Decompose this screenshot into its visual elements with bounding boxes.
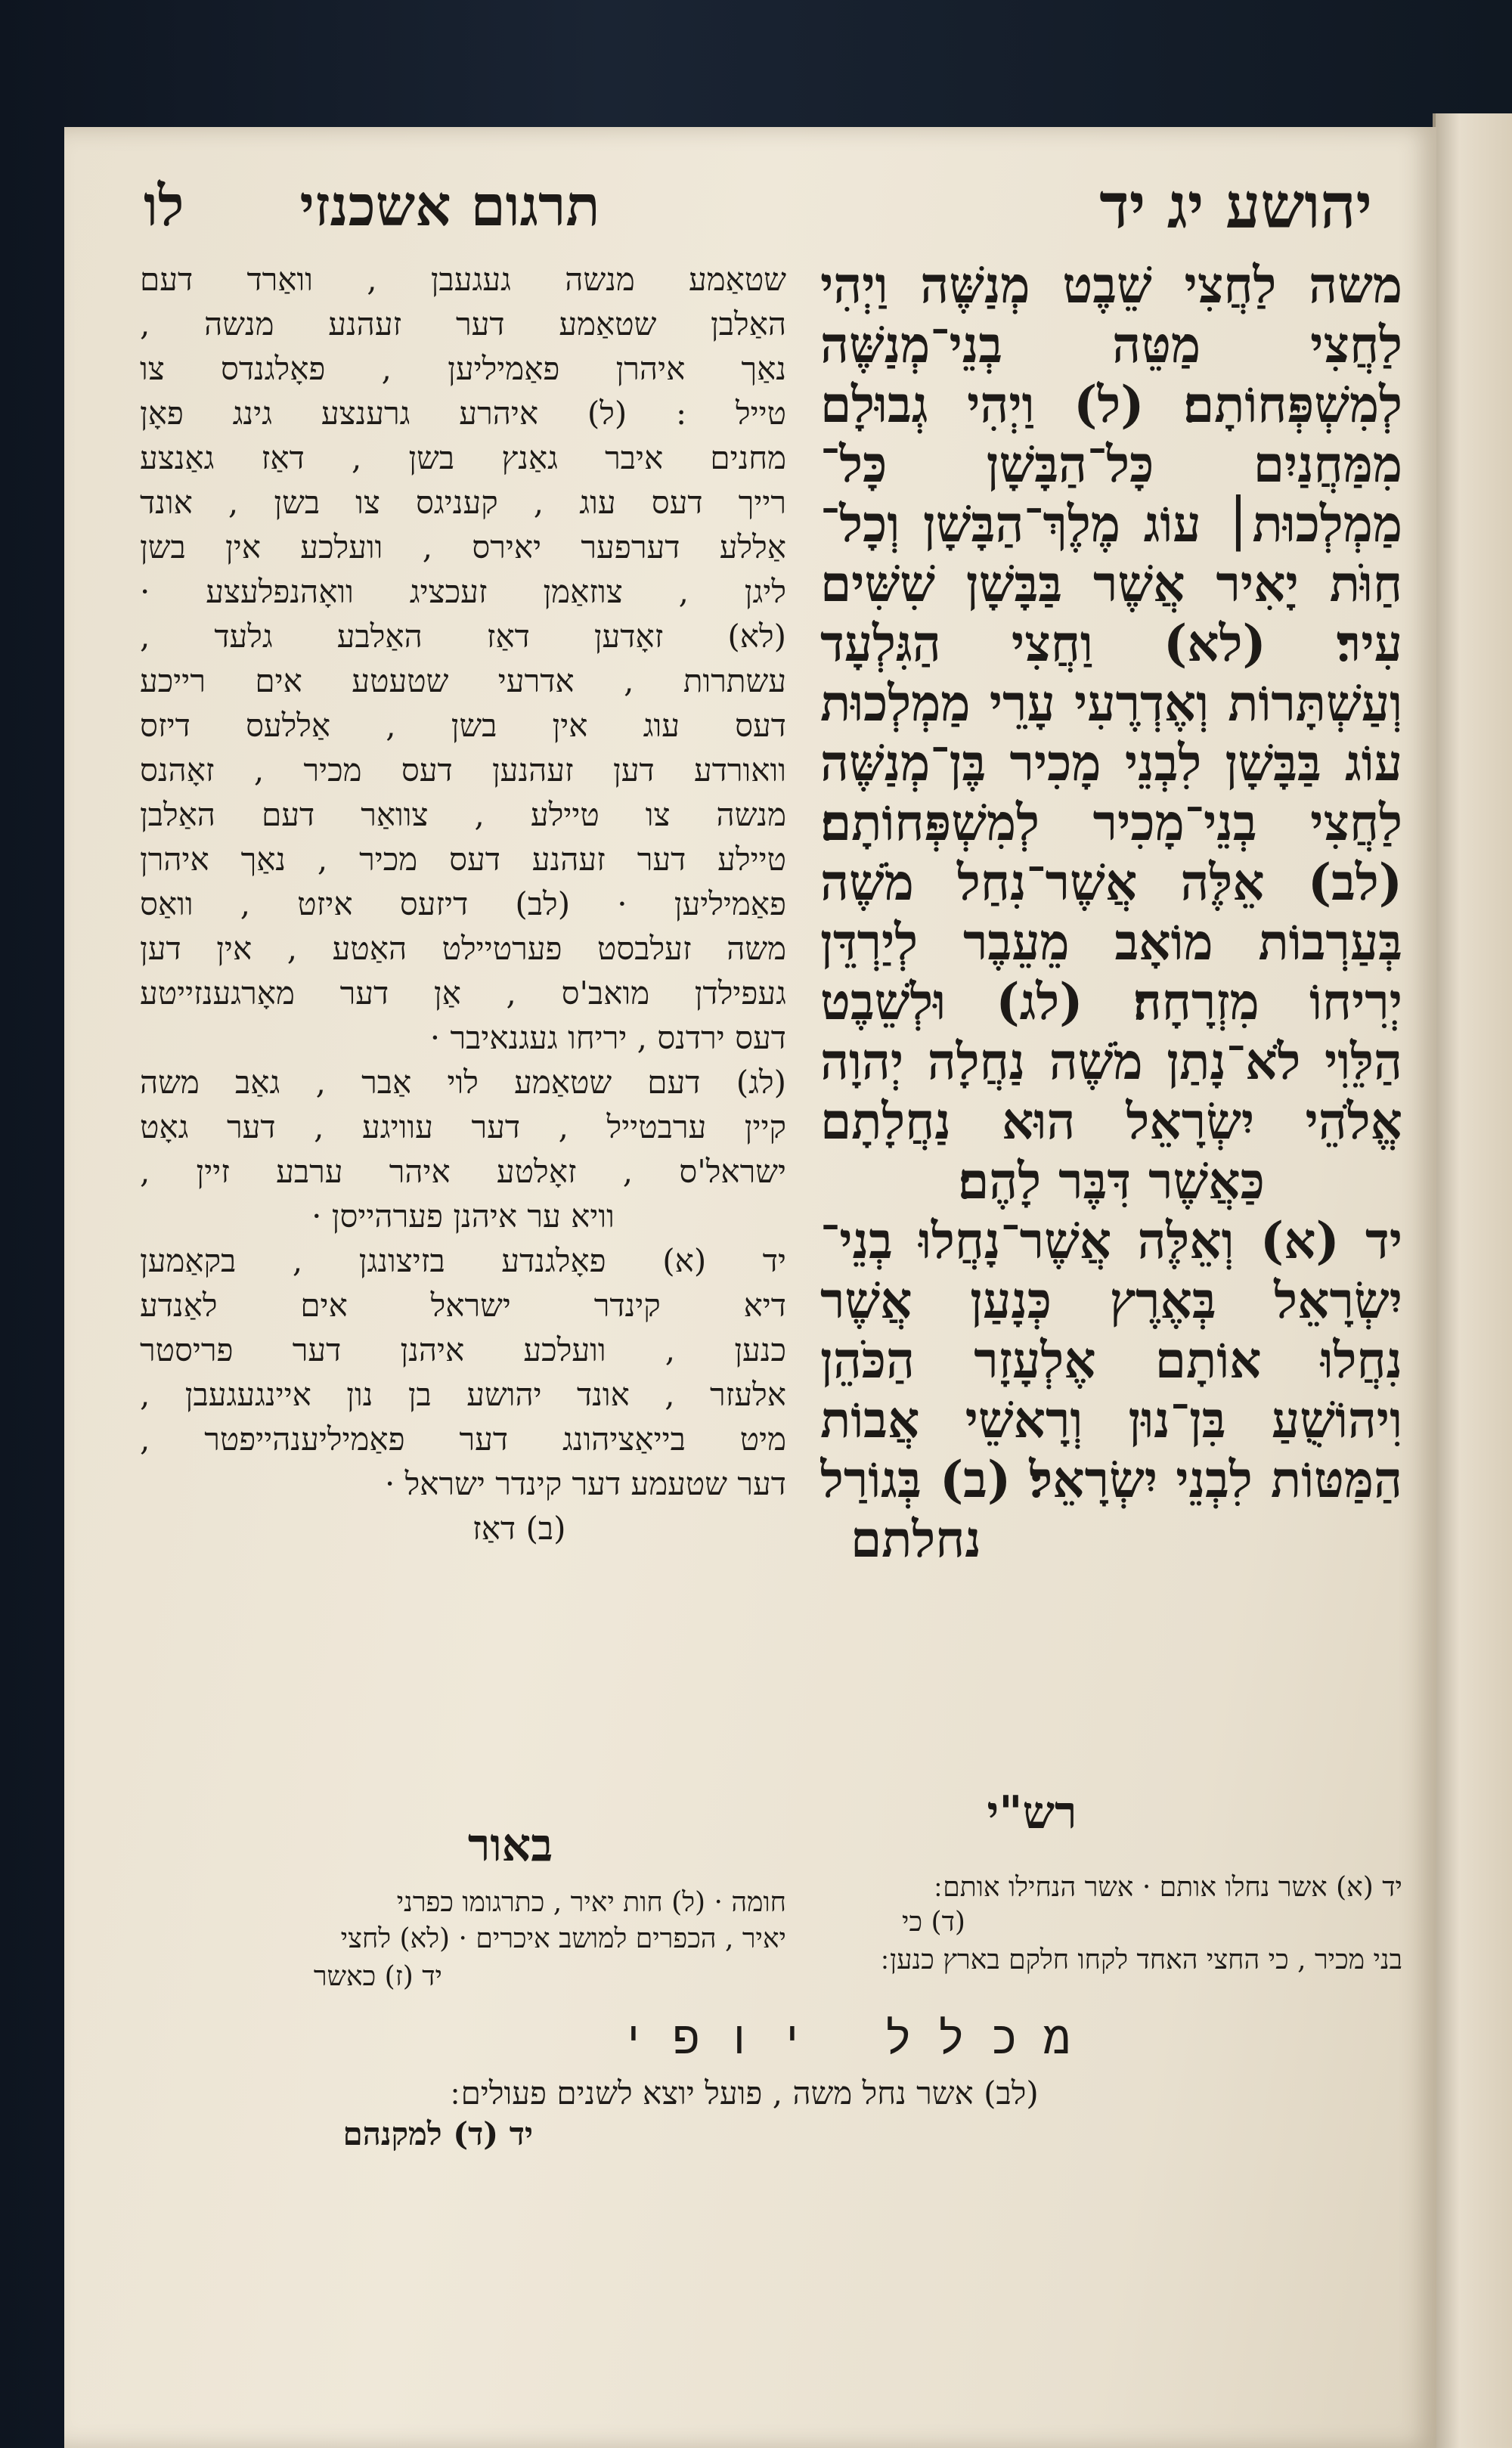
translation-line: וואורדע דען זעהנען דעס מכיר , זאָהנס [140,751,786,789]
main-text-line: חַוֹּת יָאִיר אֲשֶׁר בַּבָּשָׁן שִׁשִּׁים [820,554,1402,613]
main-text-line: מִמַּחֲנַיִם כָּל־הַבָּשָׁן כָּל־ [820,435,1402,494]
translation-line: כנען , וועלכע איהנן דער פריסטר [140,1331,786,1368]
translation-line: נאַך איהרן פאַמיליען , פאָלגנדס צו [140,350,786,387]
translation-line: רייך דעס עוג , קעניגס צו בשן , אונד [140,484,786,521]
rashi-line: (ד) כי [902,1907,965,1938]
rashi-line: בני מכיר , כי החצי האחד לקחו חלקם בארץ כנען ׃ [881,1944,1402,1975]
translation-line: משה זעלבסט פערטיילט האַטע , אין דען [140,930,786,967]
page-number: לו [144,174,184,239]
main-text-line: הַמַּטּוֹת לִבְנֵי יִשְׂרָאֵל׃ (ב) בְּגוֹרַל [820,1450,1402,1509]
translation-line: עשתרות , אדרעי שטעטע אים רייכע [140,662,786,699]
translation-line: דיא קינדר ישראל אים לאַנדע [140,1287,786,1324]
main-text-column [820,256,1402,1570]
main-text-line: אֱלֹהֵי יִשְׂרָאֵל הוּא נַחֲלָתָם [820,1092,1402,1151]
facing-page-edge [1433,113,1512,2448]
main-text-line: הַלֵּוִי לֹא־נָתַן מֹשֶׁה נַחֲלָה יְהוָה [820,1032,1402,1091]
main-text-line: בְּעַרְבוֹת מוֹאָב מֵעֵבֶר לְיַרְדֵּן [820,913,1402,971]
translation-line: (לא) זאָדען דאַז האַלבע גלעד , [140,618,786,655]
mikhlal-yofi-title: מכלל יופי [619,2012,1097,2065]
translation-line: טיילע דער זעהנע דעס מכיר , נאַך איהרן [140,841,786,878]
biur-line: יד (ז) כאשר [313,1961,442,1992]
translation-line: ישראל'ס , זאָלטע איהר ערבע זיין , [140,1153,786,1190]
book-page [64,127,1436,2448]
main-text-line: עִיר׃ (לא) וַחֲצִי הַגִּלְעָד [820,614,1402,673]
biur-title: באור [467,1819,553,1872]
main-text-line: משה לַחֲצִי שֵׁבֶט מְנַשֶּׁה וַיְהִי [820,256,1402,315]
translation-line: טייל : (ל) איהרע גרענצע גינג פאָן [140,395,786,432]
translation-line: פאַמיליען · (לב) דיזעס איזט , וואַס [140,885,786,922]
main-text-line: יְרִיחוֹ מִזְרָחָה׃ (לג) וּלְשֵׁבֶט [820,972,1402,1031]
main-text-line: לְמִשְׁפְּחוֹתָם׃ (ל) וַיְהִי גְבוּלָם [820,375,1402,434]
translation-line: דעס ירדנס , יריחו געגנאיבר · [429,1019,786,1056]
translation-line: ליגן , צוזאַמן זעכציג וואָהנפלעצע · [140,573,786,610]
biur-line: יאיר , הכפרים למושב איכרים · (לא) לחצי [340,1923,786,1954]
translation-line: דער שטעמע דער קינדר ישראל · [384,1465,786,1502]
main-text-line: יד (א) וְאֵלֶּה אֲשֶׁר־נָחֲלוּ בְנֵי־ [820,1211,1402,1270]
main-text-line: מַמְלְכוּת׀ עוֹג מֶלֶךְ־הַבָּשָׁן וְכָל־ [820,494,1402,553]
translation-line: מנשה צו טיילע , צוואַר דעם האַלבן [140,796,786,833]
main-text-line: נִחֲלוּ אוֹתָם אֶלְעָזָר הַכֹּהֵן [820,1331,1402,1390]
main-text-line: וְעַשְׁתָּרוֹת וְאֶדְרֶעִי עָרֵי מַמְלְכוּת [820,674,1402,733]
translation-line: דעס עוג אין בשן , אַללעס דיזס [140,707,786,744]
translation-line: מחנים איבר גאַנץ בשן , דאַז גאַנצע [140,439,786,476]
translation-line: אלעזר , אונד יהושע בן נון איינגעגעבן , [140,1376,786,1413]
translation-line: מיט בייאַציהונג דער פאַמיליענהייפטר , [140,1421,786,1458]
main-text-line: עוֹג בַּבָּשָׁן לִבְנֵי מָכִיר בֶּן־מְנַשֶּׁה [820,733,1402,792]
translation-line: וויא ער איהנן פערהייסן · [311,1198,615,1235]
translation-line: אַללע דערפער יאירס , וועלכע אין בשן [140,528,786,566]
translation-line: שטאַמע מנשה געגעבן , וואַרד דעם [140,261,786,298]
translation-catchword: (ב) דאַז [472,1510,566,1547]
running-head-left-title: תרגום אשכנזי [299,174,600,239]
running-head-right: יהושע יג יד [1099,170,1372,243]
main-text-line: (לב) אֵלֶּה אֲשֶׁר־נִחַל מֹשֶׁה [820,853,1402,912]
translation-line: געפילדן מואב'ס , אַן דער מאָרגענזייטע [140,975,786,1012]
mikhlal-line: (לב) אשר נחל משה , פועל יוצא לשנים פעולים ׃ [451,2075,1039,2112]
main-text-line: וִיהוֹשֻׁעַ בִּן־נוּן וְרָאשֵׁי אֲבוֹת [820,1390,1402,1449]
mikhlal-line: יד (ד) למקנהם [342,2115,533,2152]
translation-line: (לג) דעם שטאַמע לוי אַבר , גאַב משה [140,1064,786,1101]
biur-line: חומה · (ל) חות יאיר , כתרגומו כפרני [396,1887,786,1918]
main-text-line: לַחֲצִי מַטֵּה בְנֵי־מְנַשֶּׁה [820,315,1402,374]
main-text-line: כַּאֲשֶׁר דִּבֶּר לָהֶם׃ [958,1151,1265,1210]
translation-line: האַלבן שטאַמע דער זעהנע מנשה , [140,305,786,342]
rashi-title: רש"י [987,1786,1077,1839]
translation-line: קיין ערבטייל , דער עוויגע , דער גאָט [140,1108,786,1145]
translation-line: יד (א) פאָלגנדע בזיצונגן , בקאַמען [140,1242,786,1279]
main-text-line: יִשְׂרָאֵל בְּאֶרֶץ כְּנָעַן אֲשֶׁר [820,1271,1402,1330]
main-text-line: לַחֲצִי בְנֵי־מָכִיר לְמִשְׁפְּחוֹתָם׃ [820,793,1402,852]
rashi-line: יד (א) אשר נחלו אותם · אשר הנחילו אותם ׃ [934,1872,1402,1903]
main-text-catchword: נחלתם [850,1510,981,1569]
translation-column [140,257,786,1551]
